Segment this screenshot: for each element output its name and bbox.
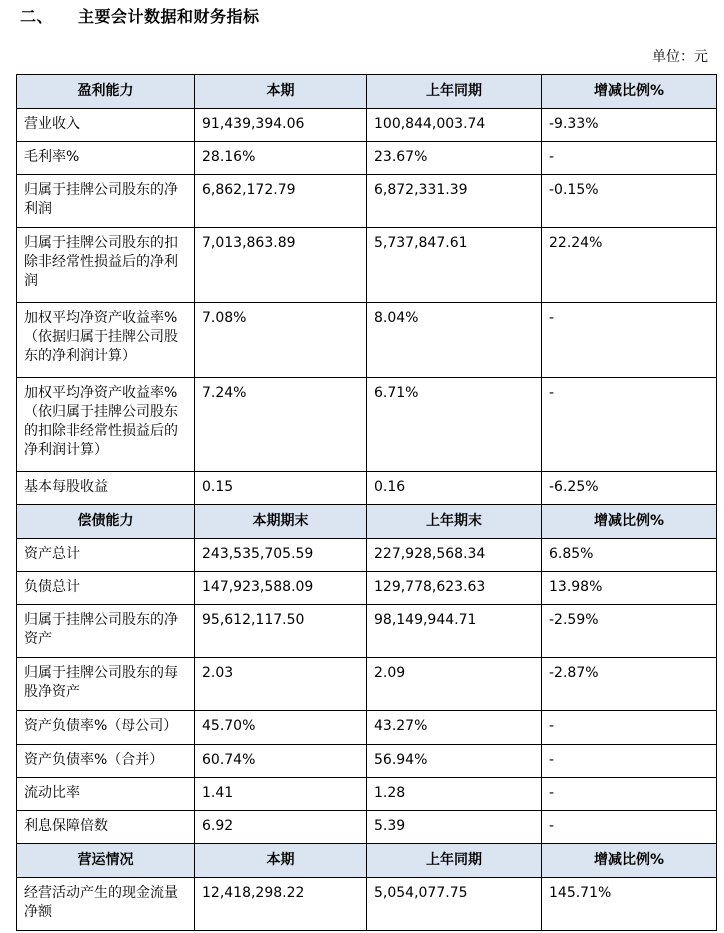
table-row: [17, 472, 717, 505]
row-value: 56.94%: [367, 745, 542, 778]
table-section-header: [17, 505, 717, 539]
row-value: 0.15: [195, 472, 367, 505]
row-value: 5,737,847.61: [367, 228, 542, 303]
row-value: 45.70%: [195, 711, 367, 745]
section-heading: [20, 4, 260, 27]
row-label: 经营活动产生的现金流量净额: [17, 878, 195, 931]
header-cell: 盈利能力: [17, 75, 195, 109]
row-label: 资产负债率%（合并）: [17, 745, 195, 778]
header-cell: 本期: [195, 75, 367, 109]
row-change: -: [542, 378, 717, 472]
unit-label: 单位：元: [652, 49, 708, 65]
table-row: [17, 228, 717, 303]
table-row: [17, 745, 717, 778]
financial-indicators-table: [16, 74, 717, 931]
row-value: 60.74%: [195, 745, 367, 778]
table-row: [17, 572, 717, 605]
row-change: -: [542, 745, 717, 778]
table-row: [17, 539, 717, 572]
row-change: -: [542, 711, 717, 745]
row-value: 6,862,172.79: [195, 175, 367, 228]
row-label: 流动比率: [17, 778, 195, 811]
row-change: -2.87%: [542, 658, 717, 711]
row-change: 13.98%: [542, 572, 717, 605]
table-row: [17, 658, 717, 711]
section-title: 主要会计数据和财务指标: [78, 7, 260, 26]
row-value: 7.24%: [195, 378, 367, 472]
row-label: 利息保障倍数: [17, 811, 195, 844]
header-cell: 上年同期: [367, 844, 542, 878]
row-value: 12,418,298.22: [195, 878, 367, 931]
row-change: -: [542, 142, 717, 175]
row-change: 145.71%: [542, 878, 717, 931]
row-value: 7,013,863.89: [195, 228, 367, 303]
row-change: -: [542, 778, 717, 811]
row-label: 归属于挂牌公司股东的净资产: [17, 605, 195, 658]
header-cell: 增减比例%: [542, 844, 717, 878]
row-label: 营业收入: [17, 109, 195, 142]
row-value: 7.08%: [195, 303, 367, 378]
row-value: 129,778,623.63: [367, 572, 542, 605]
row-value: 1.41: [195, 778, 367, 811]
table-section-header: [17, 75, 717, 109]
row-value: 227,928,568.34: [367, 539, 542, 572]
row-change: -: [542, 303, 717, 378]
row-value: 6.92: [195, 811, 367, 844]
row-label: 归属于挂牌公司股东的每股净资产: [17, 658, 195, 711]
row-change: -9.33%: [542, 109, 717, 142]
header-cell: 本期期末: [195, 505, 367, 539]
row-value: 8.04%: [367, 303, 542, 378]
row-label: 加权平均净资产收益率%（依据归属于挂牌公司股东的净利润计算）: [17, 303, 195, 378]
row-value: 147,923,588.09: [195, 572, 367, 605]
row-value: 23.67%: [367, 142, 542, 175]
table-row: [17, 175, 717, 228]
row-value: 243,535,705.59: [195, 539, 367, 572]
row-label: 基本每股收益: [17, 472, 195, 505]
table-row: [17, 109, 717, 142]
row-value: 6,872,331.39: [367, 175, 542, 228]
row-label: 加权平均净资产收益率%（依归属于挂牌公司股东的扣除非经常性损益后的净利润计算）: [17, 378, 195, 472]
table-row: [17, 605, 717, 658]
table-row: [17, 778, 717, 811]
row-value: 95,612,117.50: [195, 605, 367, 658]
row-value: 2.03: [195, 658, 367, 711]
header-cell: 上年同期: [367, 75, 542, 109]
row-value: 5,054,077.75: [367, 878, 542, 931]
row-value: 98,149,944.71: [367, 605, 542, 658]
row-value: 2.09: [367, 658, 542, 711]
header-cell: 上年期末: [367, 505, 542, 539]
row-change: -6.25%: [542, 472, 717, 505]
table-row: [17, 711, 717, 745]
section-number: 二、: [20, 7, 54, 26]
row-change: -0.15%: [542, 175, 717, 228]
table-row: [17, 142, 717, 175]
row-change: 6.85%: [542, 539, 717, 572]
row-value: 28.16%: [195, 142, 367, 175]
row-label: 资产负债率%（母公司）: [17, 711, 195, 745]
row-label: 归属于挂牌公司股东的扣除非经常性损益后的净利润: [17, 228, 195, 303]
table-row: [17, 878, 717, 931]
table-row: [17, 811, 717, 844]
row-label: 毛利率%: [17, 142, 195, 175]
header-cell: 本期: [195, 844, 367, 878]
row-change: -: [542, 811, 717, 844]
row-value: 91,439,394.06: [195, 109, 367, 142]
row-value: 6.71%: [367, 378, 542, 472]
header-cell: 增减比例%: [542, 75, 717, 109]
row-label: 资产总计: [17, 539, 195, 572]
row-value: 5.39: [367, 811, 542, 844]
row-label: 负债总计: [17, 572, 195, 605]
table-section-header: [17, 844, 717, 878]
header-cell: 偿债能力: [17, 505, 195, 539]
row-change: 22.24%: [542, 228, 717, 303]
row-change: -2.59%: [542, 605, 717, 658]
row-value: 43.27%: [367, 711, 542, 745]
table-row: [17, 378, 717, 472]
row-value: 0.16: [367, 472, 542, 505]
row-label: 归属于挂牌公司股东的净利润: [17, 175, 195, 228]
header-cell: 增减比例%: [542, 505, 717, 539]
table-row: [17, 303, 717, 378]
row-value: 100,844,003.74: [367, 109, 542, 142]
row-value: 1.28: [367, 778, 542, 811]
header-cell: 营运情况: [17, 844, 195, 878]
